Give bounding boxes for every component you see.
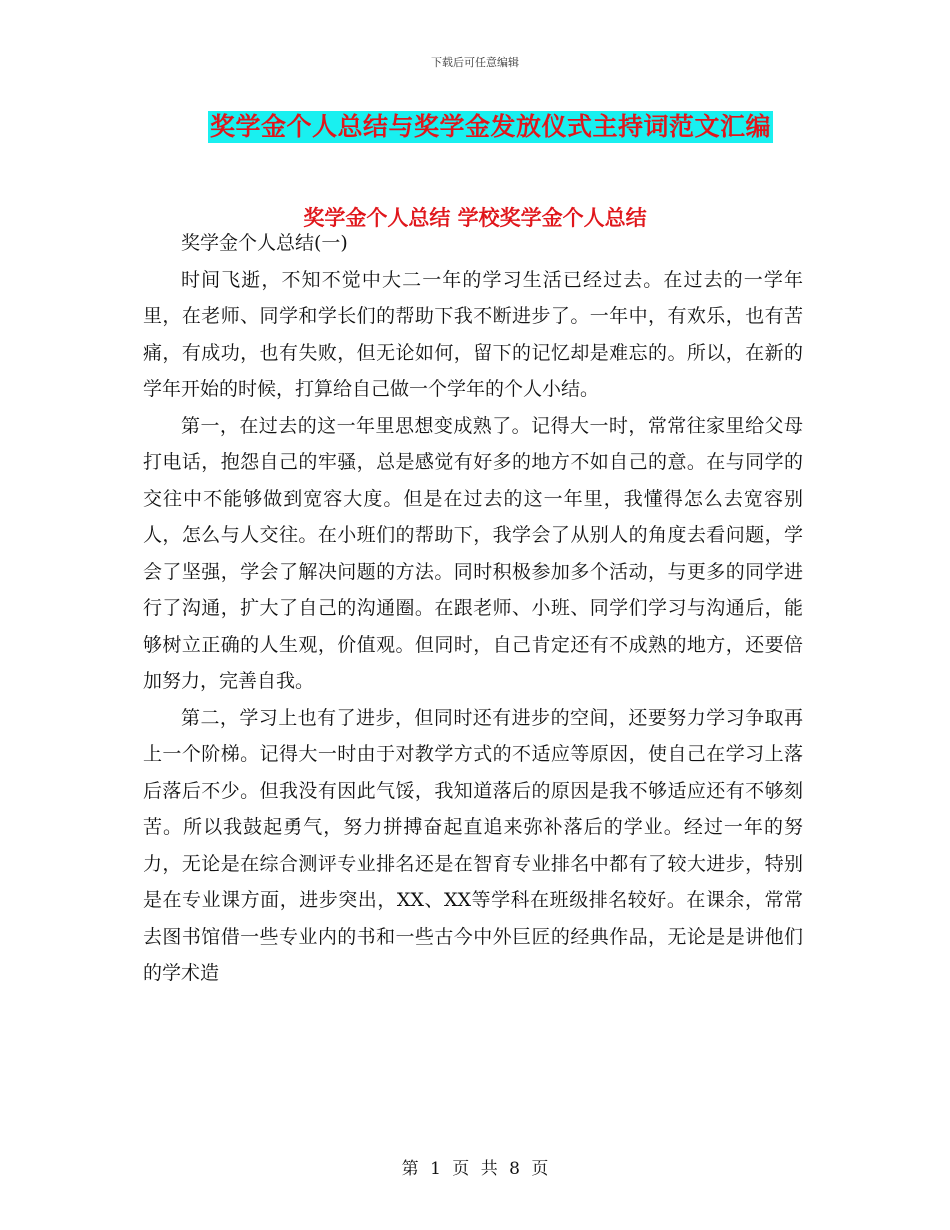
paragraph: 第二，学习上也有了进步，但同时还有进步的空间，还要努力学习争取再上一个阶梯。记得大一时由于对教学方式的不适应等原因，使自己在学习上落后落后不少。但我没有因此气馁，我知道落后的原因是我不够适应还有不够刻苦。所以我鼓起勇气，努力拼搏奋起直追来弥补落后的学业。经过一年的努力，无论是在综合测评专业排名还是在智育专业排名中都有了较大进步，特别是在专业课方面，进步突出，XX、XX等学科在班级排名较好。在课余，常常去图书馆借一些专业内的书和一些古今中外巨匠的经典作品，无论是是讲他们的学术造 [143,706,803,984]
document-title: 奖学金个人总结与奖学金发放仪式主持词范文汇编 [210,112,772,141]
document-body [143,225,803,992]
paragraph: 第一，在过去的这一年里思想变成熟了。记得大一时，常常往家里给父母打电话，抱怨自己的牢骚，总是感觉有好多的地方不如自己的意。在与同学的交往中不能够做到宽容大度。但是在过去的这一年里，我懂得怎么去宽容别人，怎么与人交往。在小班们的帮助下，我学会了从别人的角度去看问题，学会了坚强，学会了解决问题的方法。同时积极参加多个活动，与更多的同学进行了沟通，扩大了自己的沟通圈。在跟老师、小班、同学们学习与沟通后，能够树立正确的人生观，价值观。但同时，自己肯定还有不成熟的地方，还要倍加努力，完善自我。 [143,414,803,692]
section-title: 奖学金个人总结 学校奖学金个人总结 [303,206,647,230]
paragraph-heading: 奖学金个人总结(一) [181,232,348,254]
page-number: 第 1 页 共 8 页 [401,1159,549,1179]
header-note: 下载后可任意编辑 [431,56,519,69]
paragraph: 时间飞逝，不知不觉中大二一年的学习生活已经过去。在过去的一学年里，在老师、同学和学长们的帮助下我不断进步了。一年中，有欢乐，也有苦痛，有成功，也有失败，但无论如何，留下的记忆却是难忘的。所以，在新的学年开始的时候，打算给自己做一个学年的个人小结。 [143,268,803,400]
